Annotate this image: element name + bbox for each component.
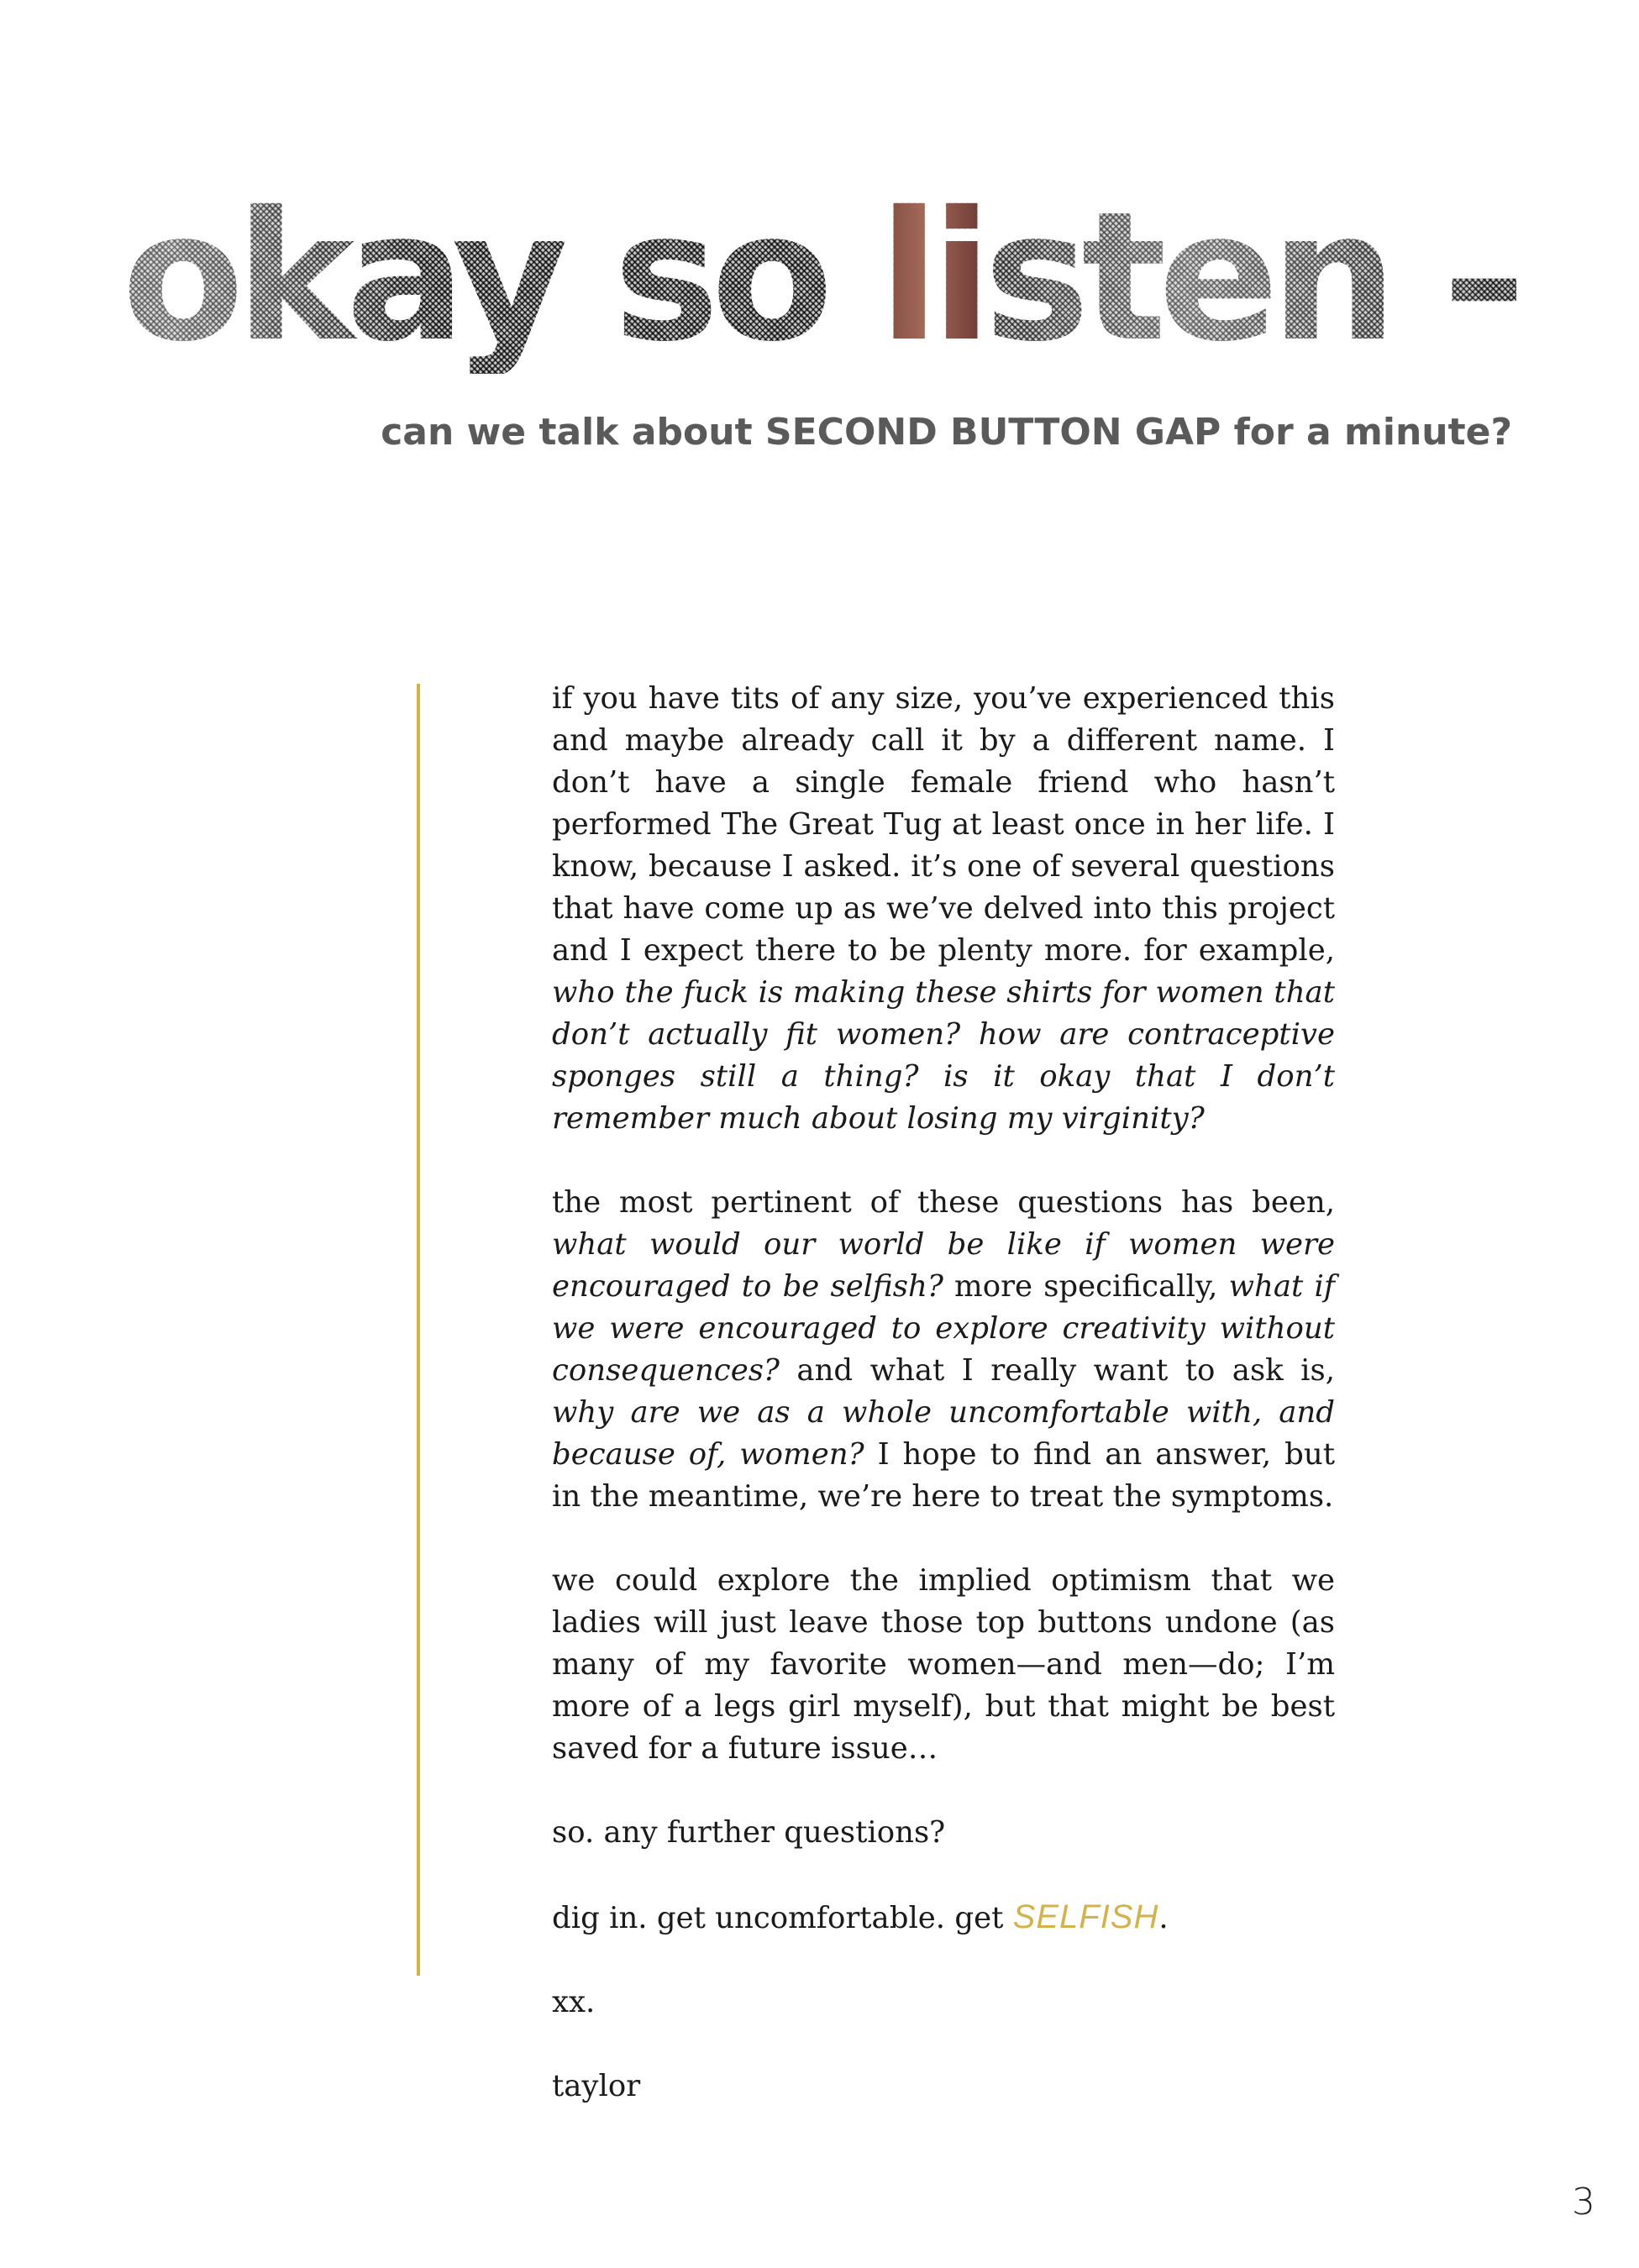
paragraph-5-text: dig in. get uncomfortable. get [552, 1901, 1013, 1935]
paragraph-4: so. any further questions? [552, 1815, 946, 1850]
headline [122, 173, 1613, 381]
paragraph-1 [552, 678, 1335, 1140]
sign-off: xx. [552, 1985, 596, 2019]
paragraph-5-period: . [1158, 1901, 1169, 1935]
headline-part-1: okay so [122, 173, 879, 381]
letter-body [552, 678, 1335, 2150]
selfish-wordmark: SELFISH [1012, 1898, 1159, 1935]
subheadline: can we talk about SECOND BUTTON GAP for a minute? [381, 411, 1512, 454]
paragraph-1-italic-questions: who the fuck is making these shirts for women that don’t actually fit women? how are contraceptive sponges still a thing? is it okay that I don’t remember much about losing my virginity? [552, 975, 1335, 1136]
paragraph-2-text-b: more specifically, [943, 1269, 1229, 1304]
paragraph-3: we could explore the implied optimism that we ladies will just leave those top buttons undone (as many of my favorite women—and men—do; I’m more of a legs girl myself), but that might be best saved for a future issue… [552, 1563, 1335, 1766]
paragraph-2-text-a: the most pertinent of these questions has been, [552, 1185, 1335, 1220]
paragraph-1-text: if you have tits of any size, you’ve experienced this and maybe already call it by a different name. I don’t have a single female friend who hasn’t performed The Great Tug at least once in her life. I know, because I asked. it’s one of several questions that have come up as we’ve delved into this project and I expect there to be plenty more. for example, [552, 681, 1335, 968]
gold-vertical-rule [417, 684, 420, 1976]
page-number: 3 [1572, 2181, 1595, 2223]
headline-part-2: li [878, 173, 985, 381]
signature-name: taylor [552, 2069, 641, 2103]
paragraph-2 [552, 1182, 1335, 1518]
paragraph-2-text-c: and what I really want to ask is, [779, 1353, 1335, 1388]
paragraph-2-italic-1: what would our world be like if women were encouraged to be selfish? [552, 1227, 1335, 1304]
paragraph-2-italic-2: what if we were encouraged to explore creativity without consequences? [552, 1269, 1335, 1388]
paragraph-2-text-d: I hope to find an answer, but in the meantime, we’re here to treat the symptoms. [552, 1437, 1335, 1514]
paragraph-5 [552, 1896, 1335, 1940]
paragraph-2-italic-3: why are we as a whole uncomfortable with, and because of, women? [552, 1395, 1335, 1472]
headline-part-3: sten — [984, 173, 1613, 381]
